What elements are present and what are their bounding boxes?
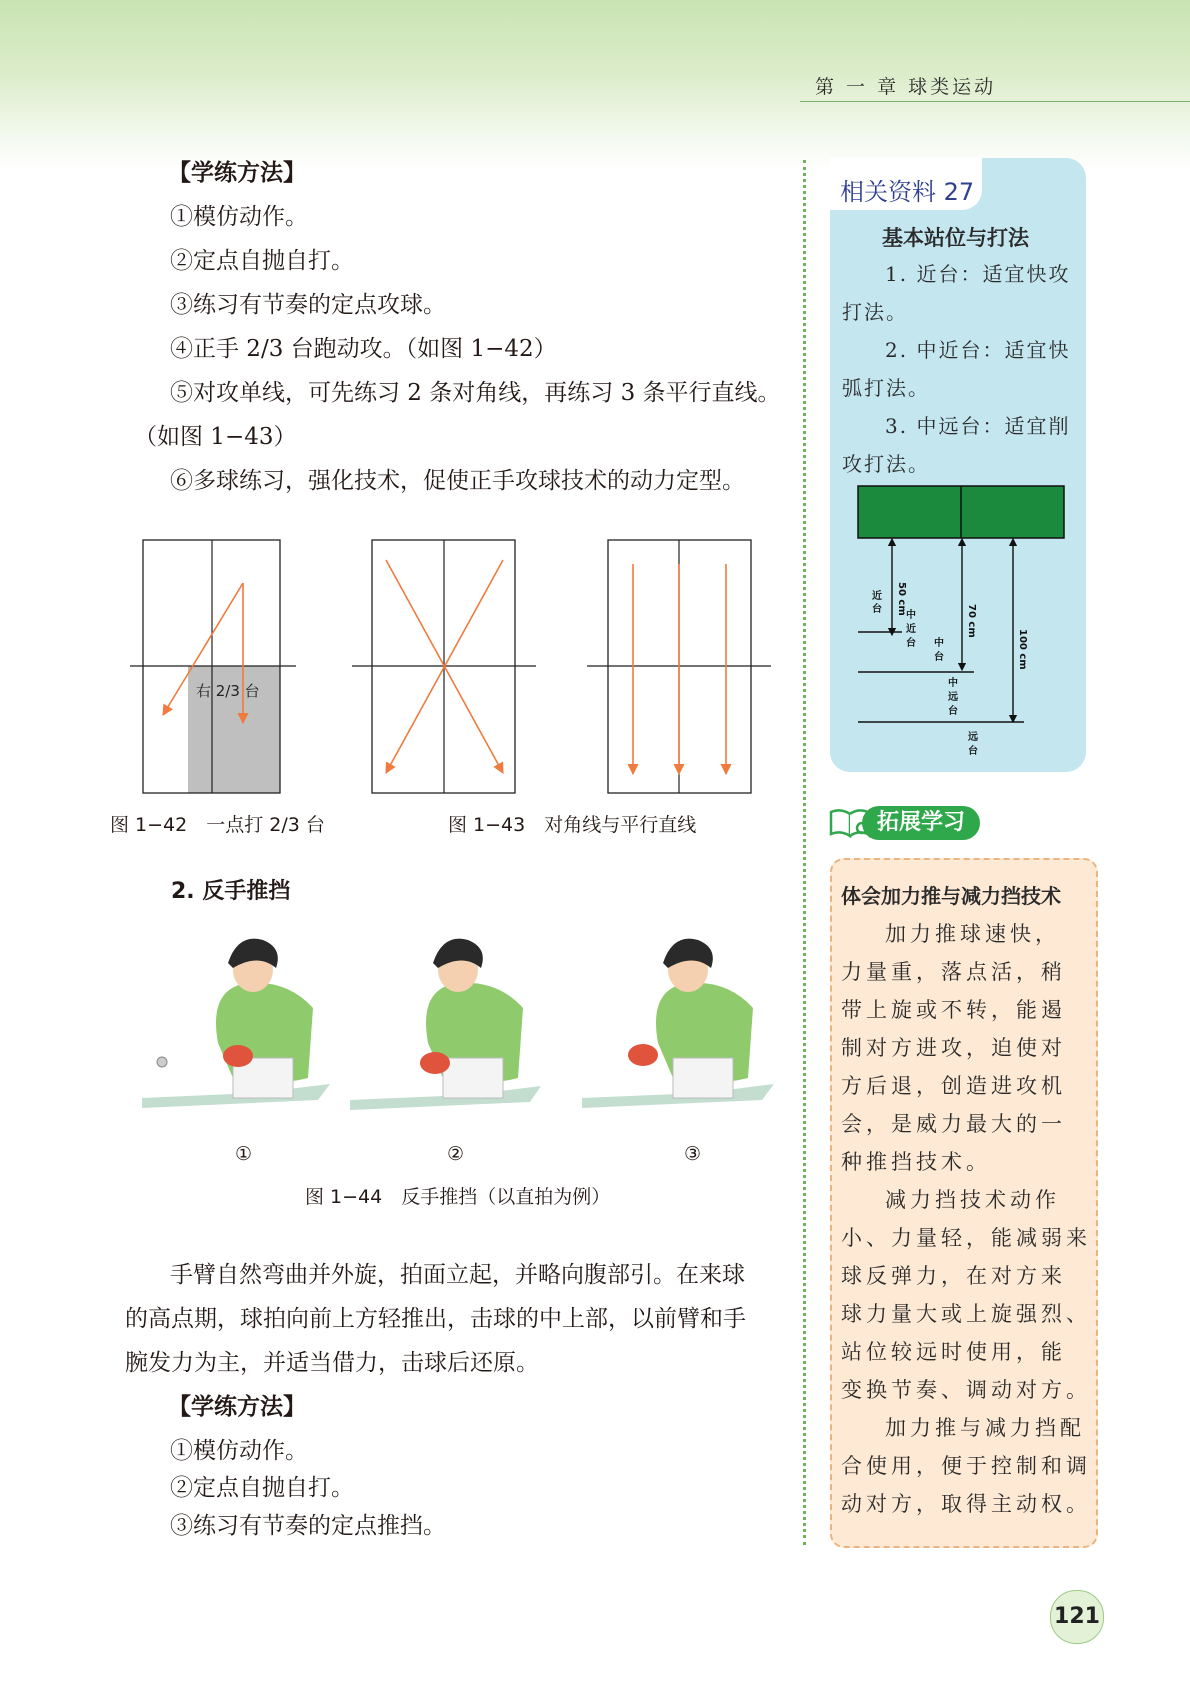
expand-learning-badge: 拓展学习 xyxy=(862,806,980,840)
figure-1-44-caption: 图 1−44 反手推挡（以直拍为例） xyxy=(305,1186,611,1208)
expand-line: 站位较远时使用，能 xyxy=(841,1340,1066,1364)
expand-line: 球反弹力，在对方来 xyxy=(841,1264,1066,1288)
reference-line: 1. 近台：适宜快攻 xyxy=(885,262,1071,286)
method-item-continued: （如图 1−43） xyxy=(134,424,297,450)
method-item: ⑥多球练习，强化技术，促使正手攻球技术的动力定型。 xyxy=(170,468,745,494)
method-heading-2: 【学练方法】 xyxy=(168,1394,306,1420)
paragraph-line: 手臂自然弯曲并外旋，拍面立起，并略向腹部引。在来球 xyxy=(170,1262,745,1288)
expand-line: 小、力量轻，能减弱来 xyxy=(841,1226,1091,1250)
reference-line: 弧打法。 xyxy=(842,376,930,400)
section-heading-backhand: 2. 反手推挡 xyxy=(171,879,291,904)
player-illustration-3 xyxy=(582,939,774,1108)
figure-1-43-caption: 图 1−43 对角线与平行直线 xyxy=(448,814,697,836)
standing-position-diagram xyxy=(846,484,1072,764)
method-item: ④正手 2/3 台跑动攻。（如图 1−42） xyxy=(170,336,557,362)
method-item: ②定点自抛自打。 xyxy=(170,1475,354,1501)
method-item: ①模仿动作。 xyxy=(170,1438,308,1464)
method-item: ⑤对攻单线，可先练习 2 条对角线，再练习 3 条平行直线。 xyxy=(170,380,781,406)
reference-subtitle: 基本站位与打法 xyxy=(882,226,1029,250)
paragraph-line: 的高点期，球拍向前上方轻推出，击球的中上部，以前臂和手 xyxy=(125,1306,746,1332)
area-label: 右 2/3 台 xyxy=(196,682,260,700)
zone-label-mid-far: 中远台 xyxy=(948,678,958,717)
figure-1-42 xyxy=(128,538,298,800)
header-rule xyxy=(800,101,1190,102)
expand-line: 力量重，落点活，稍 xyxy=(841,960,1066,984)
expand-line: 方后退，创造进攻机 xyxy=(841,1074,1066,1098)
reference-line: 3. 中远台：适宜削 xyxy=(885,414,1071,438)
method-item: ③练习有节奏的定点攻球。 xyxy=(170,292,446,318)
distance-label-70: 70 cm xyxy=(966,604,977,638)
column-divider xyxy=(803,160,806,1545)
figure-number-2: ② xyxy=(447,1143,465,1165)
distance-label-100: 100 cm xyxy=(1017,629,1028,670)
expand-line: 种推挡技术。 xyxy=(841,1150,991,1174)
distance-label-50: 50 cm xyxy=(896,582,907,616)
expand-line: 减力挡技术动作 xyxy=(885,1188,1060,1212)
reference-line: 打法。 xyxy=(842,300,908,324)
figure-1-44-illustration xyxy=(138,928,778,1128)
zone-label-mid-near: 中近台 xyxy=(906,610,916,649)
figure-1-42-caption: 图 1−42 一点打 2/3 台 xyxy=(110,814,325,836)
figure-1-43-diagonals xyxy=(350,538,540,800)
page-number: 121 xyxy=(1050,1590,1104,1644)
reference-title: 相关资料 27 xyxy=(840,178,975,206)
expand-line: 制对方进攻，迫使对 xyxy=(841,1036,1066,1060)
expand-line: 带上旋或不转，能遏 xyxy=(841,998,1066,1022)
figure-number-1: ① xyxy=(235,1143,253,1165)
method-item: ①模仿动作。 xyxy=(170,204,308,230)
expand-title: 体会加力推与减力挡技术 xyxy=(841,884,1061,908)
player-illustration-1 xyxy=(142,939,330,1108)
player-illustration-2 xyxy=(350,939,541,1110)
figure-number-3: ③ xyxy=(684,1143,702,1165)
header-band xyxy=(0,0,1190,170)
expand-line: 动对方，取得主动权。 xyxy=(841,1492,1091,1516)
zone-label-mid: 中台 xyxy=(934,638,944,663)
reference-line: 2. 中近台：适宜快 xyxy=(885,338,1071,362)
expand-line: 球力量大或上旋强烈、 xyxy=(841,1302,1091,1326)
expand-line: 合使用，便于控制和调 xyxy=(841,1454,1091,1478)
zone-label-far: 远台 xyxy=(968,732,978,757)
zone-label-near: 近台 xyxy=(872,591,882,615)
expand-line: 加力推与减力挡配 xyxy=(885,1416,1085,1440)
method-item: ②定点自抛自打。 xyxy=(170,248,354,274)
expand-line: 加力推球速快， xyxy=(885,922,1060,946)
expand-line: 变换节奏、调动对方。 xyxy=(841,1378,1091,1402)
reference-line: 攻打法。 xyxy=(842,452,930,476)
paragraph-line: 腕发力为主，并适当借力，击球后还原。 xyxy=(125,1350,539,1376)
expand-line: 会，是威力最大的一 xyxy=(841,1112,1066,1136)
figure-1-43-parallel xyxy=(585,538,775,800)
method-item: ③练习有节奏的定点推挡。 xyxy=(170,1513,446,1539)
method-heading-1: 【学练方法】 xyxy=(168,160,306,186)
chapter-title: 第 一 章 球类运动 xyxy=(815,76,997,98)
